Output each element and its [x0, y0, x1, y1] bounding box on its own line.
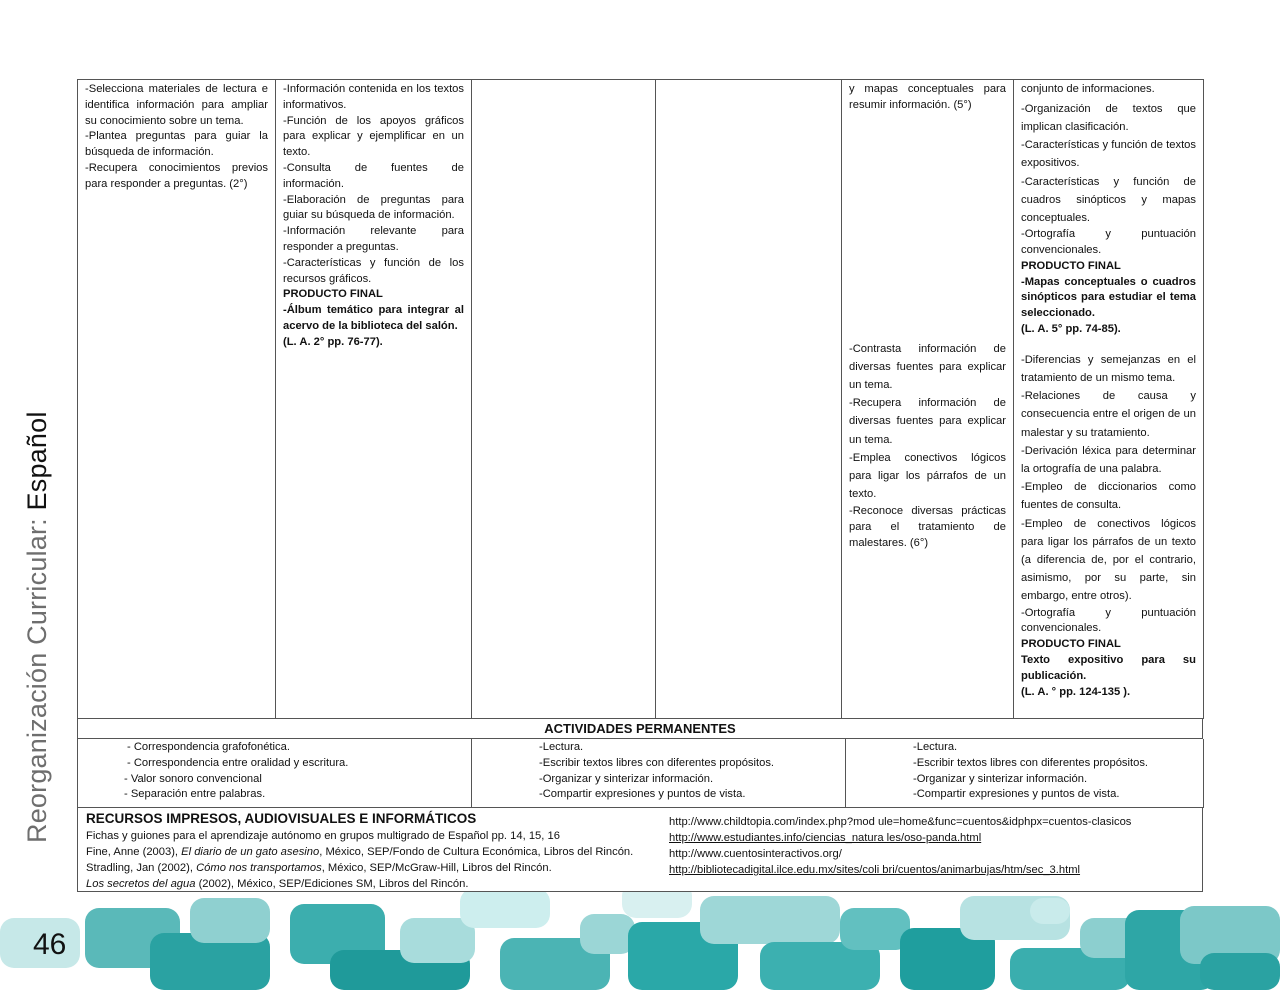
recurso-book-title: Cómo nos transportamos — [196, 862, 322, 875]
col5-line: -Contrasta información de diversas fuentes para explicar un tema. — [849, 342, 1006, 391]
recurso-item — [86, 844, 666, 860]
permanentes-item: -Organizar y sinterizar información. — [913, 772, 1088, 785]
col6-line: -Ortografía y puntuación convencionales. — [1021, 606, 1196, 635]
recurso-publisher: , México, SEP/McGraw-Hill, Libros del Rincón. — [321, 862, 552, 875]
recursos-list — [86, 810, 666, 892]
side-title — [22, 411, 53, 843]
col6-line: -Relaciones de causa y consecuencia entre el origen de un malestar y su tratamiento. — [1021, 390, 1196, 439]
recurso-publisher: , México, SEP/Fondo de Cultura Económica, Libros del Rincón. — [319, 846, 634, 859]
content-table — [77, 79, 1204, 719]
col2-line: -Función de los apoyos gráficos para explicar y ejemplificar en un texto. — [283, 114, 464, 159]
col2-line: -Características y función de los recursos gráficos. — [283, 256, 464, 285]
col5-cell — [842, 80, 1014, 719]
permanentes-item: -Escribir textos libres con diferentes propósitos. — [913, 756, 1149, 769]
col6-line: -Diferencias y semejanzas en el tratamiento de un mismo tema. — [1021, 353, 1196, 384]
col6-line: -Empleo de conectivos lógicos para ligar los párrafos de un texto (a diferencia de, por el contrario, asimismo, por su parte, sin embargo, entre otros). — [1021, 517, 1196, 603]
permanentes-item: - Valor sonoro convencional — [124, 772, 262, 785]
permanentes-title: ACTIVIDADES PERMANENTES — [77, 719, 1203, 739]
col6-line: -Empleo de diccionarios como fuentes de consulta. — [1021, 481, 1196, 512]
recurso-book-title: Los secretos del agua — [86, 878, 196, 891]
recurso-book-title: El diario de un gato asesino — [181, 846, 320, 859]
col6-line: -Características y función de textos expositivos. — [1021, 139, 1196, 170]
recurso-item — [86, 860, 666, 876]
side-title-subject: Español — [22, 411, 52, 511]
recursos-links — [669, 814, 1199, 878]
col1-line: -Selecciona materiales de lectura e identifica información para ampliar su conocimiento sobre un tema. — [85, 83, 268, 127]
col2-line: -Elaboración de preguntas para guiar su búsqueda de información. — [283, 193, 464, 222]
col1-line: -Plantea preguntas para guiar la búsqueda de información. — [85, 130, 268, 159]
col2-cell — [276, 80, 472, 719]
col2-line: -Consulta de fuentes de información. — [283, 161, 464, 190]
permanentes-col2 — [472, 739, 846, 808]
permanentes-item: - Correspondencia grafofonética. — [127, 741, 290, 753]
col1-line: -Recupera conocimientos previos para responder a preguntas. (2°) — [85, 161, 268, 190]
permanentes-item: -Lectura. — [913, 741, 958, 753]
col3-cell — [472, 80, 656, 719]
col6-product-label: PRODUCTO FINAL — [1021, 638, 1121, 651]
curriculum-table — [77, 79, 1203, 892]
col1-cell — [78, 80, 276, 719]
recurso-author: Fine, Anne (2003), — [86, 846, 182, 859]
recurso-author: Stradling, Jan (2002), — [86, 862, 197, 875]
side-title-prefix: Reorganización Curricular: — [22, 510, 52, 843]
permanentes-item: - Correspondencia entre oralidad y escritura. — [127, 756, 349, 769]
col6-product-label: PRODUCTO FINAL — [1021, 259, 1121, 272]
permanentes-item: -Lectura. — [539, 741, 584, 753]
col6-line: -Derivación léxica para determinar la ortografía de una palabra. — [1021, 444, 1196, 476]
col5-last: -Reconoce diversas prácticas para el tratamiento de malestares. (6°) — [849, 505, 1006, 550]
recurso-link[interactable]: http://www.cuentosinteractivos.org/ — [669, 848, 842, 861]
col6-line: conjunto de informaciones. — [1021, 83, 1155, 95]
col4-cell — [656, 80, 842, 719]
permanentes-table — [77, 739, 1204, 808]
permanentes-item: -Compartir expresiones y puntos de vista. — [913, 788, 1120, 801]
col5-line: -Emplea conectivos lógicos para ligar los párrafos de un texto. — [849, 451, 1006, 501]
permanentes-item: -Organizar y sinterizar información. — [539, 772, 714, 785]
recurso-item: Fichas y guiones para el aprendizaje autónomo en grupos multigrado de Español pp. 14, 15, 16 — [86, 830, 560, 843]
recurso-publisher: (2002), México, SEP/Ediciones SM, Libros del Rincón. — [195, 878, 469, 891]
permanentes-item: - Separación entre palabras. — [124, 788, 266, 801]
recurso-item — [86, 876, 666, 892]
recurso-link[interactable]: http://www.childtopia.com/index.php?mod ule=home&func=cuentos&idphpx=cuentos-clasicos — [669, 816, 1132, 829]
col2-line: -Información relevante para responder a preguntas. — [283, 225, 464, 253]
recurso-link[interactable]: http://bibliotecadigital.ilce.edu.mx/sites/coli bri/cuentos/animarbujas/htm/sec_3.html — [669, 864, 1081, 877]
col6-product: Texto expositivo para su publicación. — [1021, 654, 1196, 682]
col2-ref: (L. A. 2° pp. 76-77). — [283, 335, 383, 348]
col6-product: -Mapas conceptuales o cuadros sinópticos para estudiar el tema seleccionado. — [1021, 275, 1196, 320]
recurso-link[interactable]: http://www.estudiantes.info/ciencias_natura les/oso-panda.html — [669, 832, 982, 845]
col5-top: y mapas conceptuales para resumir información. (5°) — [849, 83, 1006, 111]
col6-line: -Ortografía y puntuación convencionales. — [1021, 228, 1196, 257]
permanentes-col1 — [78, 739, 472, 808]
col2-line: -Información contenida en los textos informativos. — [283, 83, 464, 111]
col6-line: -Organización de textos que implican clasificación. — [1021, 102, 1196, 133]
col2-product-label: PRODUCTO FINAL — [283, 288, 383, 301]
col5-line: -Recupera información de diversas fuentes para explicar un tema. — [849, 397, 1006, 446]
decorative-squares — [0, 878, 1280, 990]
recursos-title: RECURSOS IMPRESOS, AUDIOVISUALES E INFORMÁTICOS — [86, 811, 477, 827]
col2-product: -Álbum temático para integrar al acervo de la biblioteca del salón. — [283, 304, 464, 332]
recursos-section — [77, 808, 1203, 892]
col6-line: -Características y función de cuadros sinópticos y mapas conceptuales. — [1021, 175, 1196, 225]
page-number: 46 — [33, 928, 67, 961]
permanentes-col3 — [846, 739, 1204, 808]
permanentes-item: -Compartir expresiones y puntos de vista. — [539, 788, 746, 801]
col6-cell — [1014, 80, 1204, 719]
permanentes-item: -Escribir textos libres con diferentes propósitos. — [539, 756, 775, 769]
col6-ref: (L. A. 5° pp. 74-85). — [1021, 323, 1121, 335]
col6-ref: (L. A. ° pp. 124-135 ). — [1021, 685, 1131, 698]
